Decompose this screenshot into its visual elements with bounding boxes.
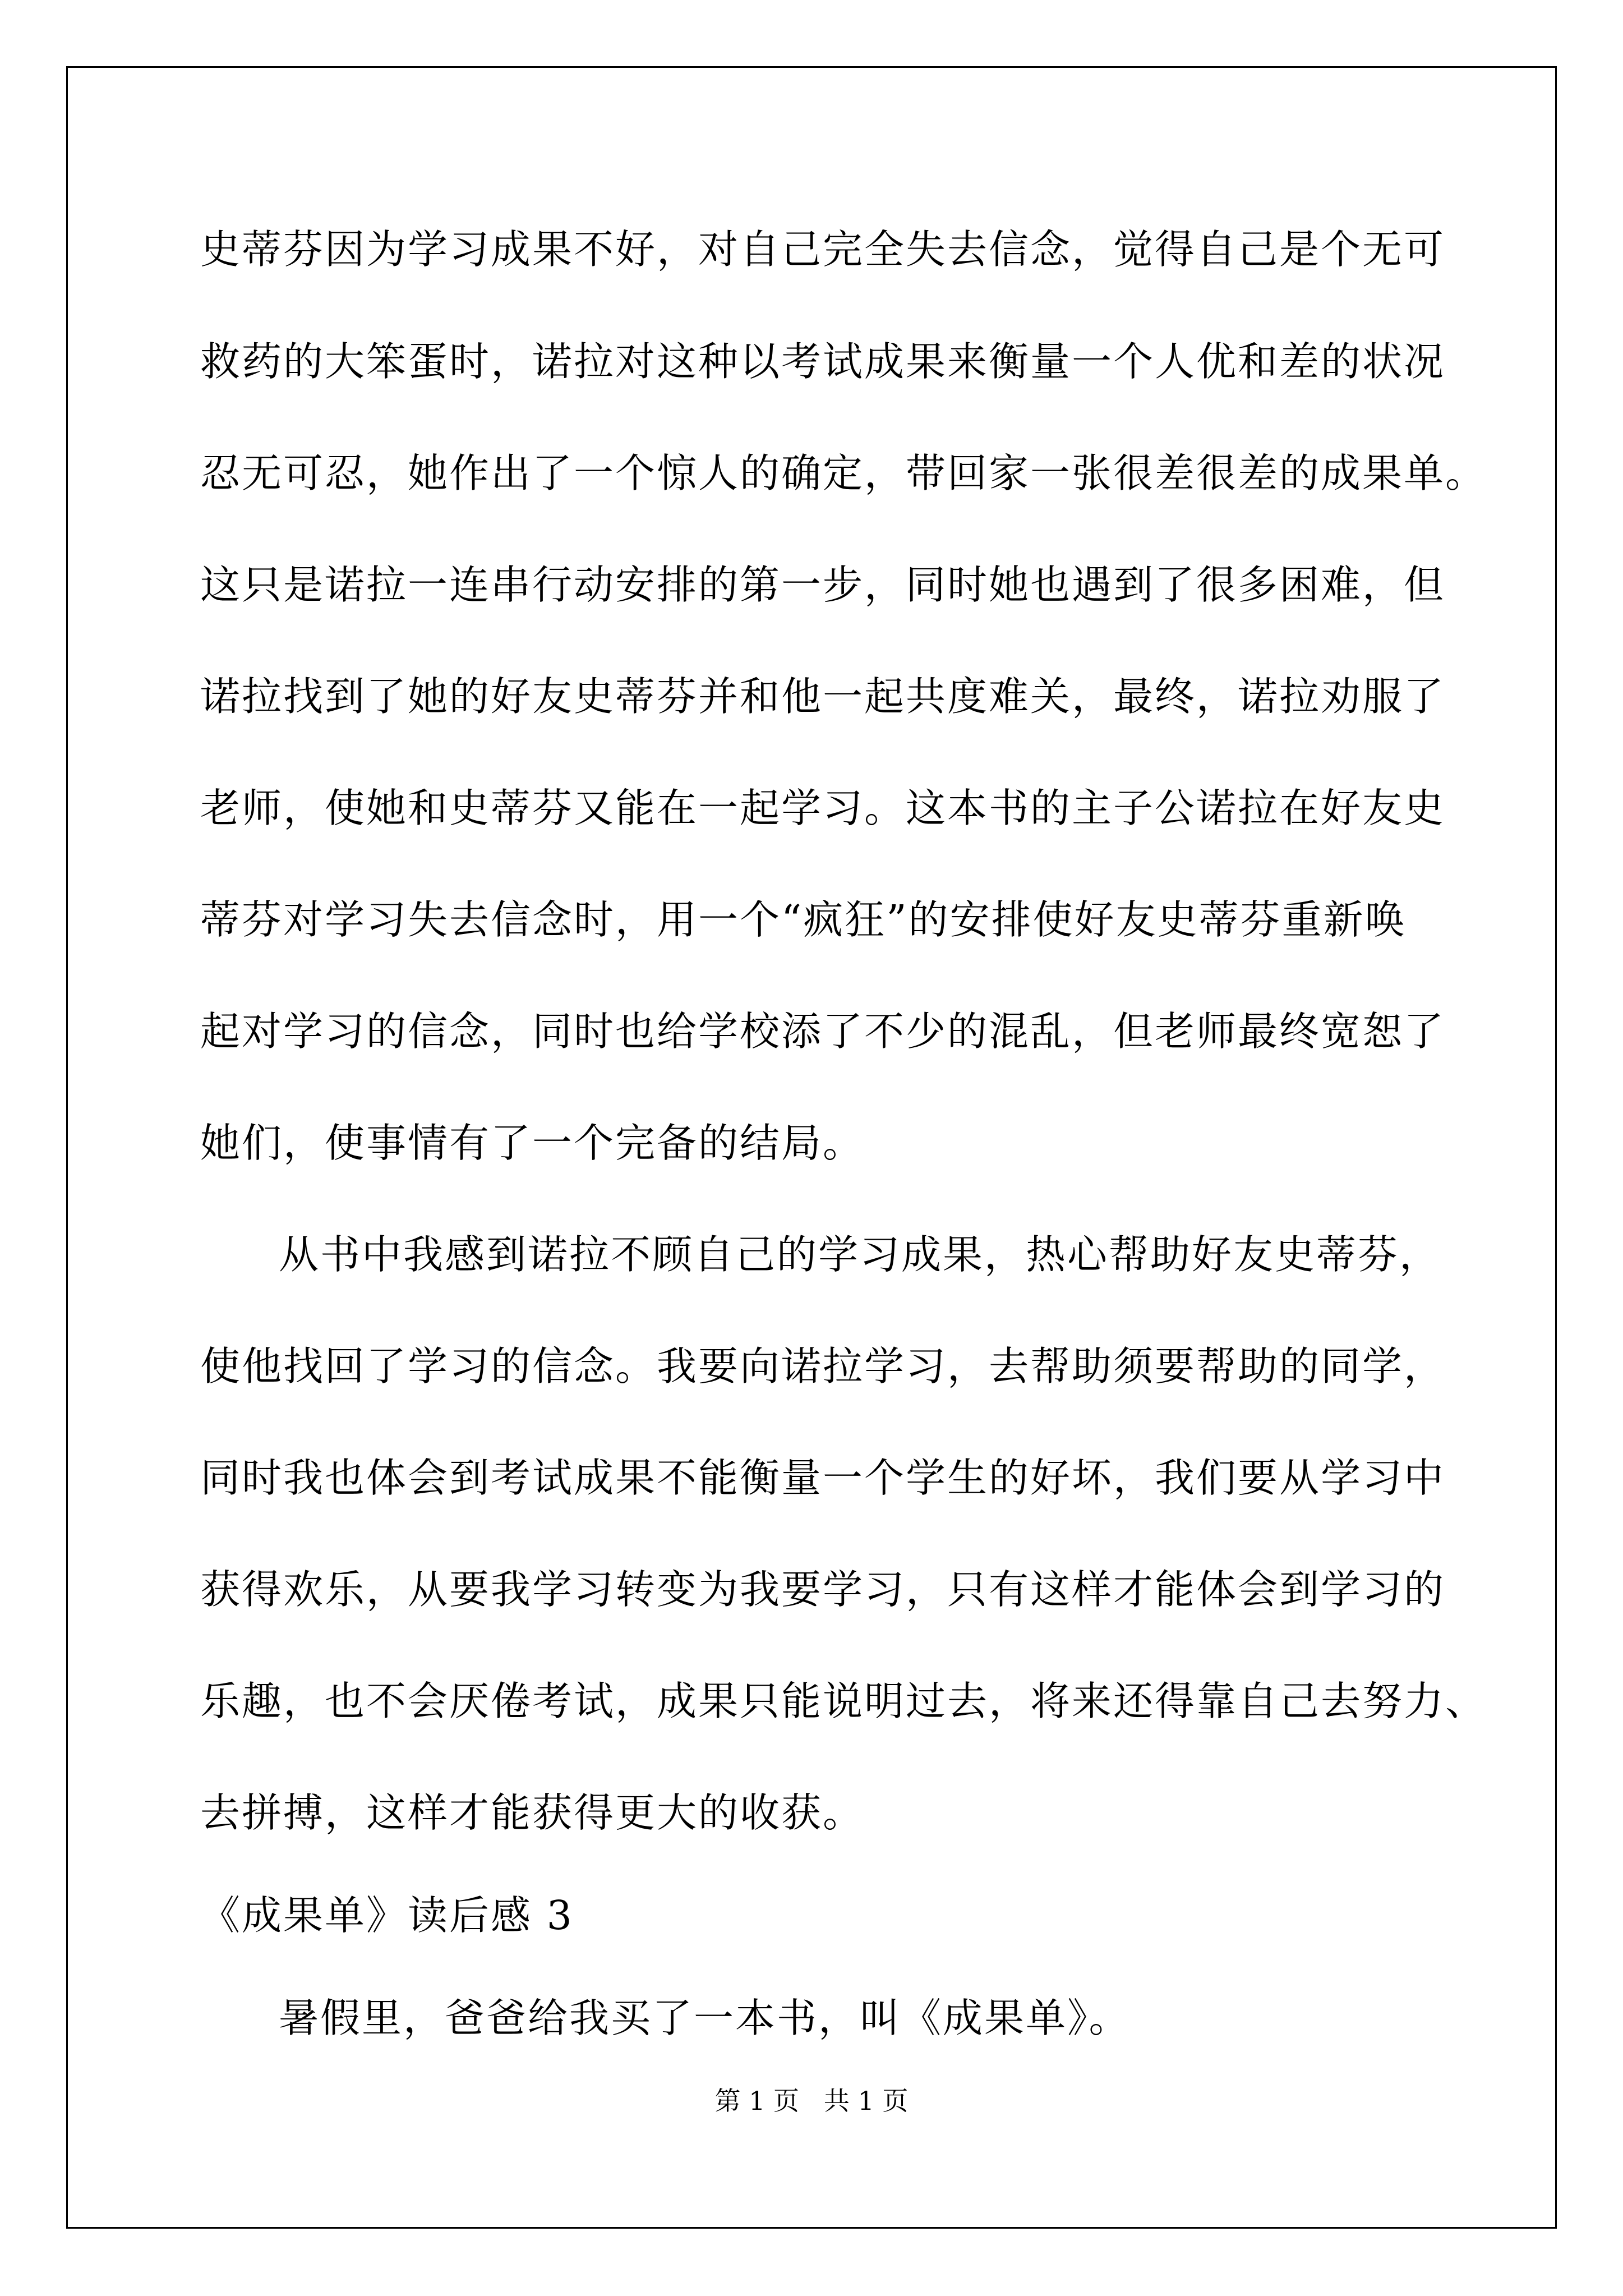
paragraph-2-first-line: 从书中我感到诺拉不顾自己的学习成果，热心帮助好友史蒂芬，: [279, 1231, 1441, 1278]
body-line-2: 救药的大笨蛋时，诺拉对这种以考试成果来衡量一个人优和差的状况: [200, 338, 1446, 385]
page-footer: 第 1 页 共 1 页: [714, 2086, 909, 2116]
body-line-15: 去拼搏，这样才能获得更大的收获。: [200, 1789, 865, 1836]
body-line-5: 诺拉找到了她的好友史蒂芬并和他一起共度难关，最终，诺拉劝服了: [200, 673, 1446, 720]
body-line-9: 她们，使事情有了一个完备的结局。: [200, 1120, 865, 1166]
section-heading: 《成果单》读后感 3: [200, 1892, 574, 1939]
body-line-4: 这只是诺拉一连串行动安排的第一步，同时她也遇到了很多困难，但: [200, 562, 1446, 608]
body-line-8: 起对学习的信念，同时也给学校添了不少的混乱，但老师最终宽恕了: [200, 1008, 1446, 1055]
body-line-14: 乐趣，也不会厌倦考试，成果只能说明过去，将来还得靠自己去努力、: [200, 1678, 1487, 1724]
body-line-6: 老师，使她和史蒂芬又能在一起学习。这本书的主子公诺拉在好友史: [200, 785, 1446, 831]
body-line-13: 获得欢乐，从要我学习转变为我要学习，只有这样才能体会到学习的: [200, 1566, 1446, 1613]
body-line-3: 忍无可忍，她作出了一个惊人的确定，带回家一张很差很差的成果单。: [200, 450, 1487, 496]
body-line-7: 蒂芬对学习失去信念时，用一个“疯狂”的安排使好友史蒂芬重新唤: [200, 896, 1407, 943]
paragraph-3-first-line: 暑假里，爸爸给我买了一本书，叫《成果单》。: [279, 1995, 1131, 2041]
body-line-11: 使他找回了学习的信念。我要向诺拉学习，去帮助须要帮助的同学，: [200, 1343, 1446, 1389]
body-line-12: 同时我也体会到考试成果不能衡量一个学生的好坏，我们要从学习中: [200, 1455, 1446, 1501]
body-line-1: 史蒂芬因为学习成果不好，对自己完全失去信念，觉得自己是个无可: [200, 226, 1446, 273]
